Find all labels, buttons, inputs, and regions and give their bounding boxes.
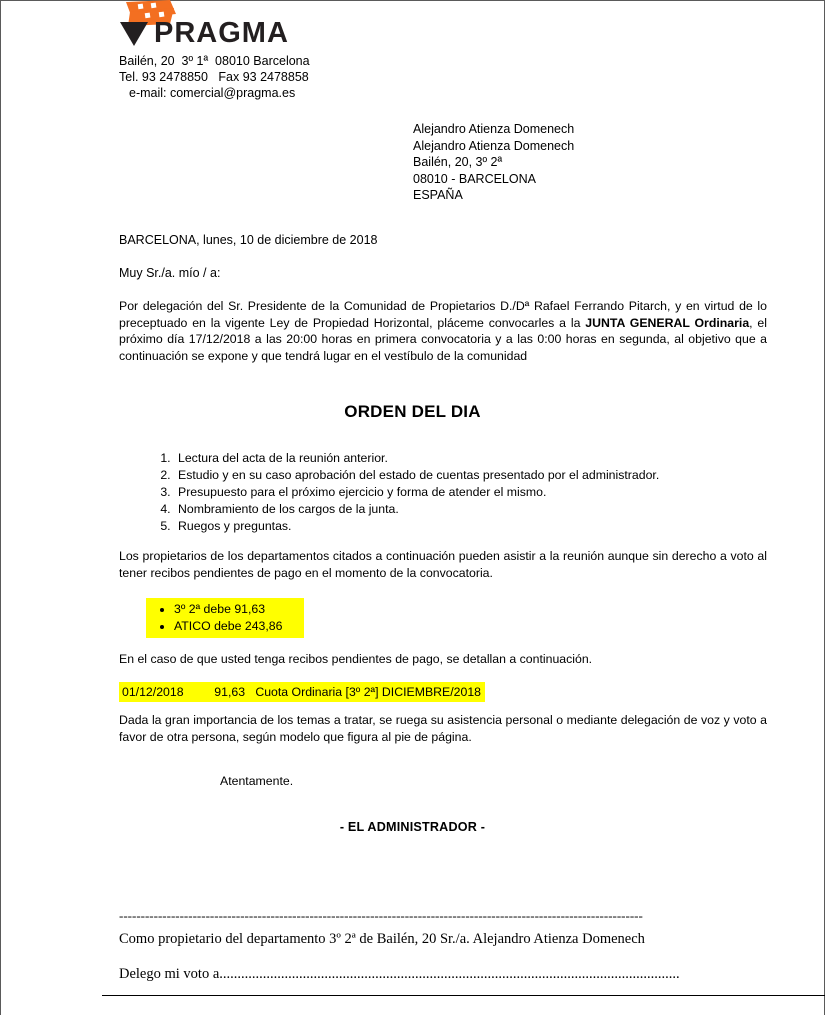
owners-notice-paragraph: Los propietarios de los departamentos citados a continuación pueden asistir a la reunión aunque sin derecho a voto al tener recibos pendientes de pago en el momento de la convocatoria. (119, 549, 767, 580)
receipt-detail-row: 01/12/2018 91,63 Cuota Ordinaria [3º 2ª] DICIEMBRE/2018 (119, 682, 485, 702)
intro-paragraph (119, 298, 767, 364)
intro-part-1: Por delegación del Sr. Presidente de la Comunidad de Propietarios D./Dª Rafael Ferrando Pitarch, y en virtud de lo preceptuado en la vigente Ley de Propiedad Horizontal, pláceme convocarles a la (119, 299, 767, 330)
page-border-left (0, 0, 1, 1015)
proxy-delegate-line: Delego mi voto a............................................................................................................................... (119, 966, 680, 982)
sender-address-line1: Bailén, 20 3º 1ª 08010 Barcelona (119, 54, 310, 68)
agenda-title: ORDEN DEL DIA (344, 402, 481, 421)
pragma-logo (118, 0, 338, 46)
debtors-list (146, 601, 304, 635)
agenda-item: 4. Nombramiento de los cargos de la junta. (174, 501, 794, 518)
city-date: BARCELONA, lunes, 10 de diciembre de 2018 (119, 233, 378, 247)
agenda-item: 3. Presupuesto para el próximo ejercicio y forma de atender el mismo. (174, 484, 794, 501)
sender-address (119, 53, 310, 101)
salutation: Muy Sr./a. mío / a: (119, 266, 221, 280)
proxy-separator: ------------------------------------------------------------------------------------------------------------------------- (119, 908, 643, 923)
agenda-item: 5. Ruegos y preguntas. (174, 518, 794, 535)
proxy-owner-line: Como propietario del departamento 3º 2ª de Bailén, 20 Sr./a. Alejandro Atienza Domenech (119, 931, 645, 947)
intro-bold-highlight: JUNTA GENERAL Ordinaria (585, 315, 750, 330)
agenda-item: 2. Estudio y en su caso aprobación del estado de cuentas presentado por el administrador. (174, 467, 794, 484)
intro-part-2: , el próximo día 17/12/2018 a las 20:00 horas en primera convocatoria y a las 0:00 horas en segunda, al objetivo que a continuación se expone y que tendrá lugar en el vestíbulo de la comunidad (119, 315, 768, 363)
receipts-notice-paragraph: En el caso de que usted tenga recibos pendientes de pago, se detallan a continuación. (119, 652, 593, 666)
regards-text: Atentamente. (220, 774, 294, 788)
recipient-line-1: Alejandro Atienza Domenech (413, 122, 575, 136)
sender-email: e-mail: comercial@pragma.es (129, 86, 296, 100)
recipient-line-2: Alejandro Atienza Domenech (413, 138, 575, 153)
closing-paragraph: Dada la gran importancia de los temas a tratar, se ruega su asistencia personal o mediante delegación de voz y voto a favor de otra persona, según modelo que figura al pie de página. (119, 713, 767, 744)
svg-text:PRAGMA: PRAGMA (154, 17, 289, 46)
signature-line: - EL ADMINISTRADOR - (339, 820, 486, 834)
page-bottom-rule (102, 995, 825, 996)
recipient-address (413, 121, 574, 204)
debtor-item: • 3º 2ª debe 91,63 (174, 601, 304, 618)
agenda-list (146, 450, 794, 535)
recipient-line-4: 08010 - BARCELONA (413, 171, 536, 186)
recipient-line-3: Bailén, 20, 3º 2ª (413, 155, 503, 169)
agenda-item: 1. Lectura del acta de la reunión anterior. (174, 450, 794, 467)
debtor-item: • ATICO debe 243,86 (174, 618, 304, 635)
recipient-line-5: ESPAÑA (413, 188, 463, 202)
debtors-highlight-block (146, 598, 304, 638)
sender-address-line2: Tel. 93 2478850 Fax 93 2478858 (119, 70, 309, 84)
